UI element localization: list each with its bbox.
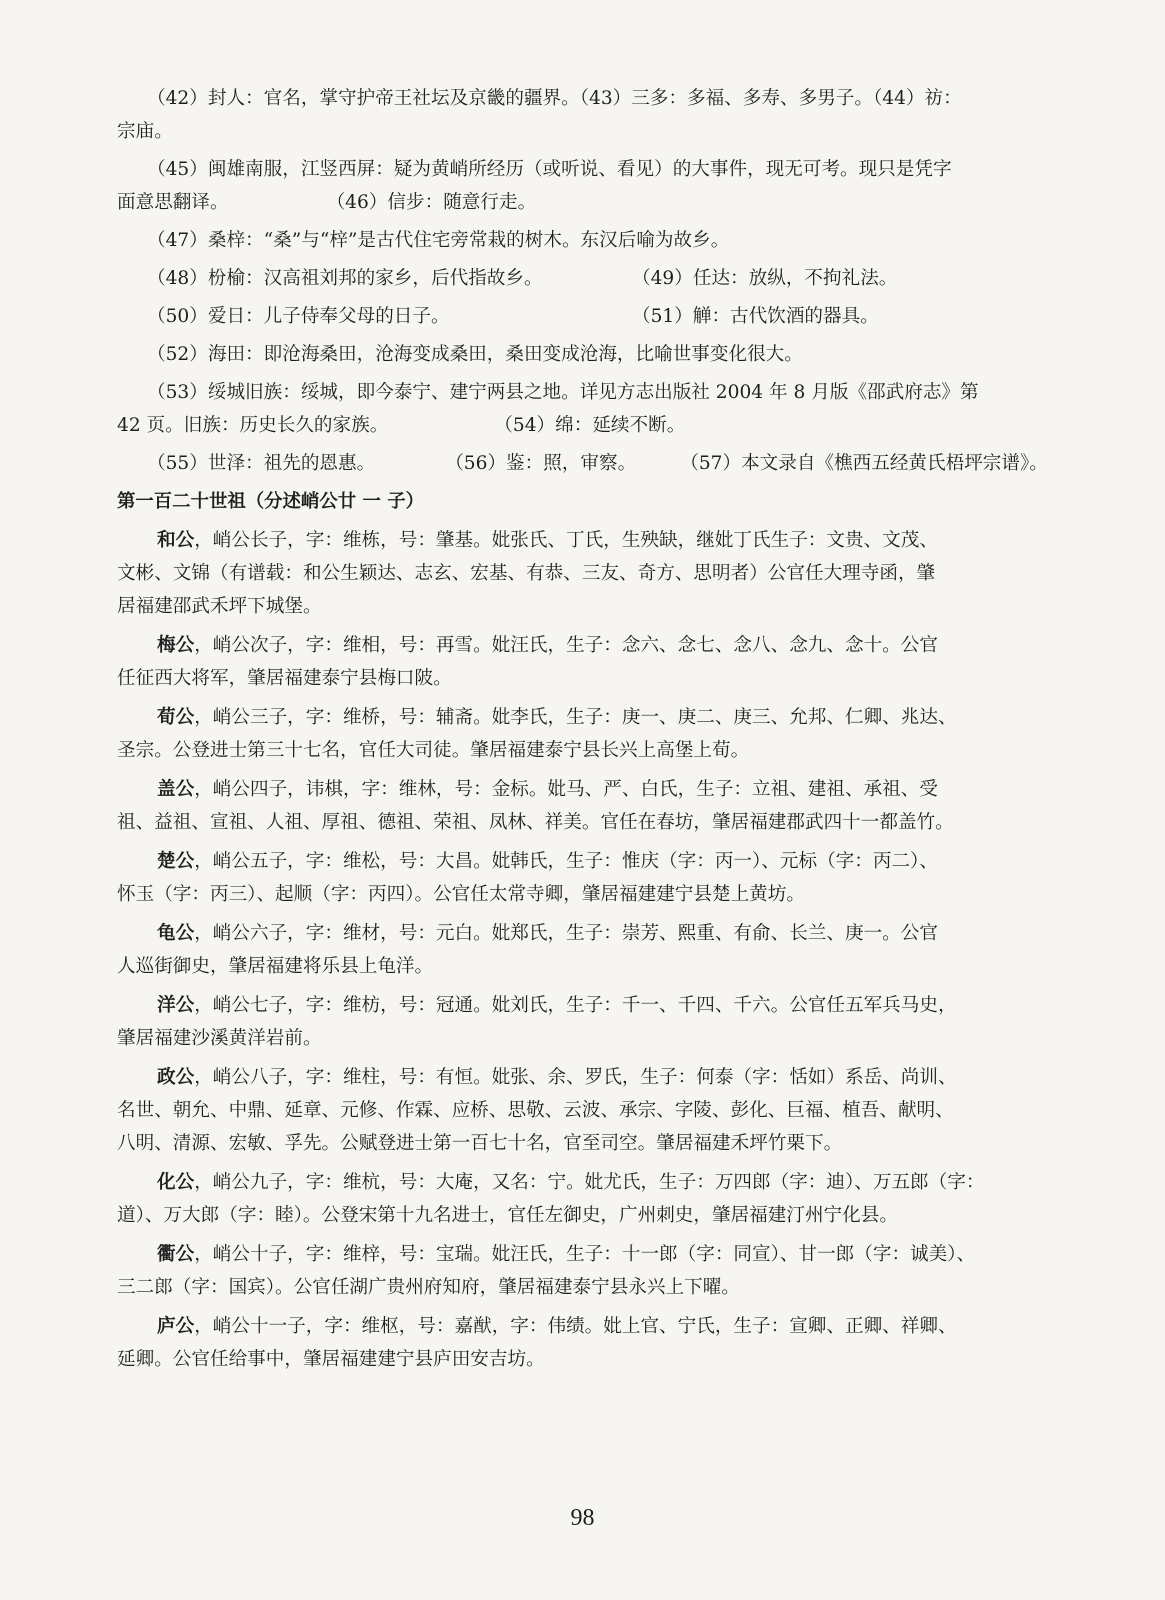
- ancestor-name: 和公: [157, 530, 195, 551]
- footnote-47: [117, 224, 1047, 257]
- genealogy-entry: [117, 989, 1047, 1055]
- genealogy-entry: [117, 917, 1047, 983]
- genealogy-entry: [117, 1310, 1047, 1376]
- entry-text: ，峭公八子，字：维柱，号：有恒。妣张、余、罗氏，生子：何泰（字：恬如）系岳、尚训、: [194, 1067, 957, 1088]
- entry-line: 祖、益祖、宣祖、人祖、厚祖、德祖、荣祖、凤林、祥美。官任在春坊，肇居福建郡武四十一都盖竹。: [117, 812, 954, 833]
- entry-line: 居福建邵武禾坪下城堡。: [117, 596, 322, 617]
- entry-line: [117, 1310, 1047, 1343]
- ancestor-name: 洋公: [157, 995, 195, 1016]
- entry-line: [117, 524, 1047, 557]
- entry-line: [117, 1166, 1047, 1199]
- entry-line: [117, 989, 1047, 1022]
- footnote-line: （53）绥城旧族：绥城，即今泰宁、建宁两县之地。详见方志出版社 2004 年 8 月版《邵武府志》第: [147, 382, 979, 403]
- genealogy-entry: [117, 629, 1047, 695]
- entry-text: ，峭公六子，字：维材，号：元白。妣郑氏，生子：崇芳、熙重、有俞、长兰、庚一。公官: [194, 923, 938, 944]
- ancestor-name: 荀公: [157, 707, 195, 728]
- footnote-48-49: [117, 262, 1047, 295]
- entry-line: [117, 701, 1047, 734]
- ancestor-name: 庐公: [157, 1316, 195, 1337]
- entry-text: ，峭公三子，字：维桥，号：辅斋。妣李氏，生子：庚一、庚二、庚三、允邦、仁卿、兆达、: [194, 707, 957, 728]
- entry-line: 人巡街御史，肇居福建将乐县上龟洋。: [117, 956, 434, 977]
- section-heading: 第一百二十世祖（分述峭公廿 一 子）: [117, 491, 425, 512]
- genealogy-entry: [117, 1166, 1047, 1232]
- footnote-line: 宗庙。: [117, 121, 173, 142]
- entry-line: 任征西大将军，肇居福建泰宁县梅口陂。: [117, 668, 452, 689]
- genealogy-entry: [117, 701, 1047, 767]
- genealogy-entry: [117, 1238, 1047, 1304]
- footnote-45-46: [117, 153, 1047, 219]
- ancestor-name: 梅公: [157, 635, 195, 656]
- footnote-text: 42 页。旧族：历史长久的家族。: [117, 415, 389, 436]
- footnote-text: （50）爱日：儿子侍奉父母的日子。: [147, 306, 450, 327]
- ancestor-name: 政公: [157, 1067, 195, 1088]
- footnote-50-51: [117, 300, 1047, 333]
- entry-line: 延卿。公官任给事中，肇居福建建宁县庐田安吉坊。: [117, 1349, 545, 1370]
- entry-text: ，峭公十一子，字：维枢，号：嘉猷，字：伟绩。妣上官、宁氏，生子：宣卿、正卿、祥卿、: [194, 1316, 957, 1337]
- page-body: [117, 82, 1047, 1382]
- footnote-line: [117, 300, 1047, 333]
- footnote-text: （56）鉴：照，审察。: [445, 453, 637, 474]
- entry-line: 名世、朝允、中鼎、延章、元修、作霖、应桥、思敬、云波、承宗、字陵、彭化、巨福、植吾、献明、: [117, 1100, 954, 1121]
- genealogy-entry: [117, 1061, 1047, 1160]
- footnote-55-57: [117, 447, 1047, 480]
- footnote-53-54: [117, 376, 1047, 442]
- footnote-line: （45）闽雄南服，江竖西屏：疑为黄峭所经历（或听说、看见）的大事件，现无可考。现只是凭字: [147, 159, 952, 180]
- entry-line: 八明、清源、宏敏、孚先。公赋登进士第一百七十名，官至司空。肇居福建禾坪竹栗下。: [117, 1133, 843, 1154]
- entry-line: 肇居福建沙溪黄洋岩前。: [117, 1028, 322, 1049]
- entry-text: ，峭公七子，字：维枋，号：冠通。妣刘氏，生子：千一、千四、千六。公官任五军兵马史，: [194, 995, 957, 1016]
- entry-line: 三二郎（字：国宾）。公官任湖广贵州府知府，肇居福建泰宁县永兴上下曜。: [117, 1277, 740, 1298]
- genealogy-entry: [117, 524, 1047, 623]
- footnote-line: [117, 262, 1047, 295]
- ancestor-name: 龟公: [157, 923, 195, 944]
- footnote-text: （46）信步：随意行走。: [326, 192, 537, 213]
- footnote-line: （52）海田：即沧海桑田，沧海变成桑田，桑田变成沧海，比喻世事变化很大。: [147, 344, 803, 365]
- entry-line: 怀玉（字：丙三）、起顺（字：丙四）。公官任太常寺卿，肇居福建建宁县楚上黄坊。: [117, 884, 805, 905]
- entry-line: 圣宗。公登进士第三十七名，官任大司徒。肇居福建泰宁县长兴上高堡上荀。: [117, 740, 750, 761]
- footnote-text: 面意思翻译。: [117, 192, 229, 213]
- ancestor-name: 化公: [157, 1172, 195, 1193]
- entry-line: [117, 773, 1047, 806]
- entry-line: [117, 1238, 1047, 1271]
- footnote-text: （48）枌榆：汉高祖刘邦的家乡，后代指故乡。: [147, 268, 543, 289]
- footnote-text: （49）任达：放纵，不拘礼法。: [632, 268, 898, 289]
- footnote-line: （42）封人：官名，掌守护帝王社坛及京畿的疆界。（43）三多：多福、多寿、多男子。（44）祊：: [147, 88, 962, 109]
- footnote-line: [117, 409, 1047, 442]
- footnote-text: （57）本文录自《樵西五经黄氏梧坪宗谱》。: [680, 453, 1048, 474]
- footnote-line: [117, 186, 1047, 219]
- entry-line: [117, 629, 1047, 662]
- footnote-text: （55）世泽：祖先的恩惠。: [147, 453, 376, 474]
- entry-line: [117, 1061, 1047, 1094]
- page-number: 98: [570, 1505, 595, 1531]
- entry-line: [117, 845, 1047, 878]
- footnote-text: （54）绵：延续不断。: [494, 415, 686, 436]
- footnote-line: [117, 447, 1047, 480]
- entry-text: ，峭公次子，字：维相，号：再雪。妣汪氏，生子：念六、念七、念八、念九、念十。公官: [194, 635, 938, 656]
- footnote-text: （51）觯：古代饮酒的器具。: [632, 306, 879, 327]
- footnote-52: [117, 338, 1047, 371]
- footnote-line: （47）桑梓：“桑”与“梓”是古代住宅旁常栽的树木。东汉后喻为故乡。: [147, 230, 730, 251]
- ancestor-name: 盖公: [157, 779, 195, 800]
- entry-text: ，峭公四子，讳棋，字：维林，号：金标。妣马、严、白氏，生子：立祖、建祖、承祖、受: [194, 779, 938, 800]
- entry-text: ，峭公十子，字：维梓，号：宝瑞。妣汪氏，生子：十一郎（字：同宣）、甘一郎（字：诚美）、: [194, 1244, 976, 1265]
- entry-text: ，峭公九子，字：维杭，号：大庵，又名：宁。妣尤氏，生子：万四郎（字：迪）、万五郎（字：: [194, 1172, 985, 1193]
- entry-line: 文彬、文锦（有谱载：和公生颖达、志玄、宏基、有恭、三友、奇方、思明者）公官任大理寺函，肇: [117, 563, 936, 584]
- genealogy-entry: [117, 773, 1047, 839]
- entry-text: ，峭公长子，字：维栋，号：肇基。妣张氏、丁氏，生殃缺，继妣丁氏生子：文贵、文茂、: [194, 530, 938, 551]
- footnote-42-44: [117, 82, 1047, 148]
- entry-line: 道）、万大郎（字：睦）。公登宋第十九名进士，官任左御史，广州刺史，肇居福建汀州宁化县。: [117, 1205, 898, 1226]
- genealogy-entries: [117, 524, 1047, 1376]
- ancestor-name: 楚公: [157, 851, 195, 872]
- entry-text: ，峭公五子，字：维松，号：大昌。妣韩氏，生子：惟庆（字：丙一）、元标（字：丙二）、: [194, 851, 938, 872]
- genealogy-entry: [117, 845, 1047, 911]
- entry-line: [117, 917, 1047, 950]
- ancestor-name: 衢公: [157, 1244, 195, 1265]
